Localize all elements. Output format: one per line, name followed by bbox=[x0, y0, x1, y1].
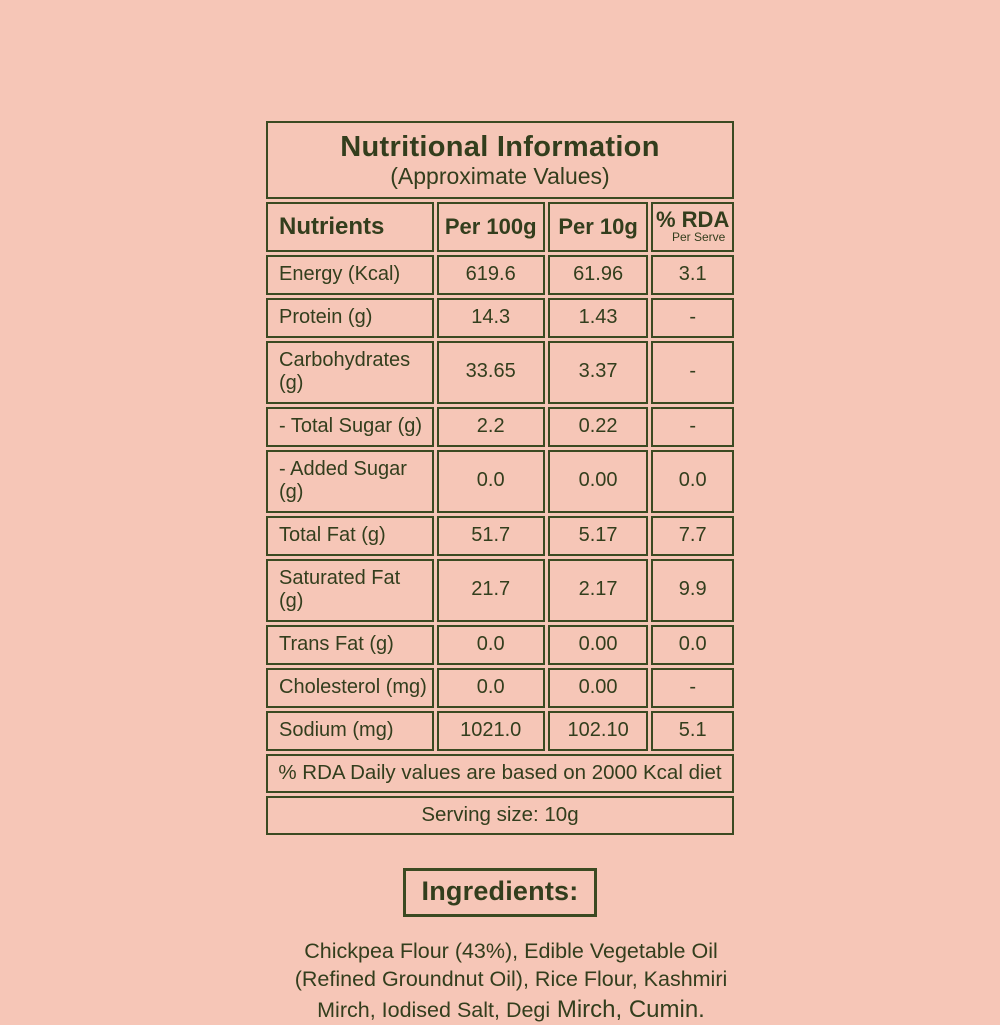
ingredients-list bbox=[263, 938, 759, 1025]
per10g-value: 1.43 bbox=[548, 298, 649, 338]
per10g-value: 0.00 bbox=[548, 668, 649, 708]
per10g-value: 3.37 bbox=[548, 341, 649, 404]
rda-value: 9.9 bbox=[651, 559, 734, 622]
table-row-saturated-fat bbox=[266, 559, 734, 622]
rda-value: 5.1 bbox=[651, 711, 734, 751]
nutrient-name: Carbohydrates (g) bbox=[266, 341, 434, 404]
per10g-value: 2.17 bbox=[548, 559, 649, 622]
per100g-value: 14.3 bbox=[437, 298, 545, 338]
header-row bbox=[266, 202, 734, 252]
title-row bbox=[266, 121, 734, 199]
rda-note: % RDA Daily values are based on 2000 Kcal diet bbox=[266, 754, 734, 793]
rda-value: 7.7 bbox=[651, 516, 734, 556]
rda-value: - bbox=[651, 407, 734, 447]
rda-value: - bbox=[651, 668, 734, 708]
rda-value: 3.1 bbox=[651, 255, 734, 295]
ingredients-text-main: Chickpea Flour (43%), Edible Vegetable Oil (Refined Groundnut Oil), Rice Flour, Kashmiri Mirch, Iodised Salt, Degi bbox=[294, 938, 728, 1022]
per10g-value: 0.00 bbox=[548, 625, 649, 665]
table-row-energy bbox=[266, 255, 734, 295]
column-header-per100g: Per 100g bbox=[437, 202, 545, 252]
per100g-value: 0.0 bbox=[437, 625, 545, 665]
per100g-value: 33.65 bbox=[437, 341, 545, 404]
per10g-value: 5.17 bbox=[548, 516, 649, 556]
per10g-value: 0.00 bbox=[548, 450, 649, 513]
column-header-per10g: Per 10g bbox=[548, 202, 649, 252]
per100g-value: 21.7 bbox=[437, 559, 545, 622]
per100g-value: 0.0 bbox=[437, 668, 545, 708]
column-header-nutrients: Nutrients bbox=[266, 202, 434, 252]
table-row-total-fat bbox=[266, 516, 734, 556]
rda-header-label: % RDA bbox=[656, 206, 730, 232]
nutrient-name: Cholesterol (mg) bbox=[266, 668, 434, 708]
rda-value: - bbox=[651, 298, 734, 338]
table-row-carbohydrates bbox=[266, 341, 734, 404]
serving-size: Serving size: 10g bbox=[266, 796, 734, 835]
column-header-rda bbox=[651, 202, 734, 252]
nutrient-name: Trans Fat (g) bbox=[266, 625, 434, 665]
rda-value: - bbox=[651, 341, 734, 404]
per10g-value: 61.96 bbox=[548, 255, 649, 295]
page-subtitle: (Approximate Values) bbox=[390, 163, 610, 190]
per10g-value: 102.10 bbox=[548, 711, 649, 751]
serving-size-row bbox=[266, 796, 734, 835]
rda-value: 0.0 bbox=[651, 625, 734, 665]
per100g-value: 2.2 bbox=[437, 407, 545, 447]
table-row-sodium bbox=[266, 711, 734, 751]
nutrient-name: Energy (Kcal) bbox=[266, 255, 434, 295]
nutrient-name: Sodium (mg) bbox=[266, 711, 434, 751]
table-row-trans-fat bbox=[266, 625, 734, 665]
ingredients-text-tail: Mirch, Cumin. bbox=[550, 995, 705, 1023]
table-row-total-sugar bbox=[266, 407, 734, 447]
nutrition-label bbox=[263, 0, 737, 1025]
rda-header-sublabel: Per Serve bbox=[672, 229, 726, 244]
title-cell bbox=[266, 121, 734, 199]
table-row-cholesterol bbox=[266, 668, 734, 708]
ingredients-heading: Ingredients: bbox=[403, 868, 598, 917]
per10g-value: 0.22 bbox=[548, 407, 649, 447]
per100g-value: 0.0 bbox=[437, 450, 545, 513]
nutrient-name: - Added Sugar (g) bbox=[266, 450, 434, 513]
rda-value: 0.0 bbox=[651, 450, 734, 513]
nutrition-table bbox=[263, 118, 737, 838]
rda-note-row bbox=[266, 754, 734, 793]
per100g-value: 51.7 bbox=[437, 516, 545, 556]
per100g-value: 1021.0 bbox=[437, 711, 545, 751]
nutrient-name: Saturated Fat (g) bbox=[266, 559, 434, 622]
page-title: Nutritional Information bbox=[340, 131, 660, 163]
nutrient-name: Protein (g) bbox=[266, 298, 434, 338]
nutrient-name: Total Fat (g) bbox=[266, 516, 434, 556]
per100g-value: 619.6 bbox=[437, 255, 545, 295]
table-row-added-sugar bbox=[266, 450, 734, 513]
table-row-protein bbox=[266, 298, 734, 338]
nutrient-name: - Total Sugar (g) bbox=[266, 407, 434, 447]
